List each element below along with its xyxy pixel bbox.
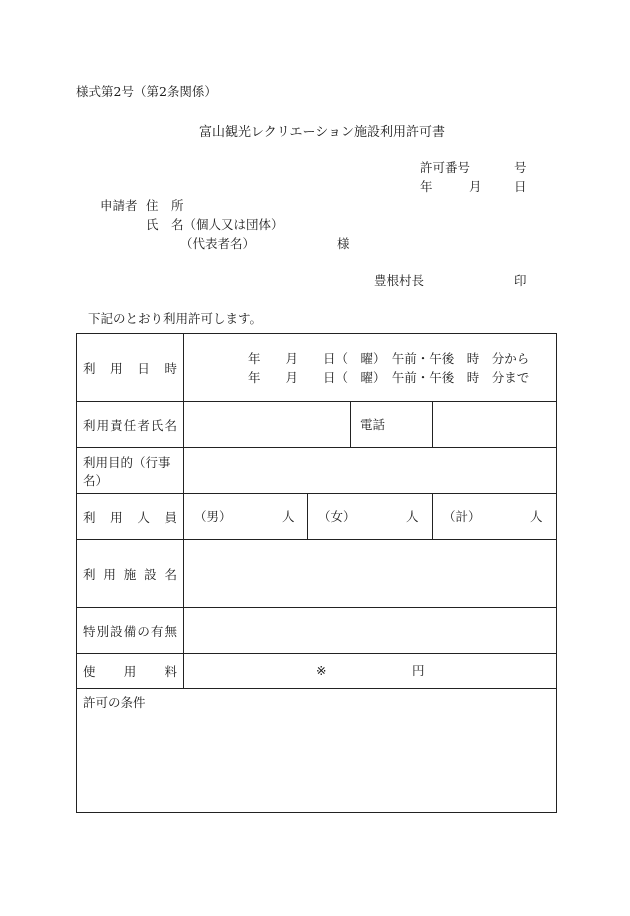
people-label: 利用人員: [77, 494, 184, 540]
mayor-label: 豊根村長: [374, 273, 425, 288]
row-conditions: [77, 689, 557, 813]
permit-number-label: 許可番号: [420, 160, 471, 175]
responsible-input[interactable]: [184, 402, 351, 448]
conditions-cell[interactable]: [77, 689, 557, 813]
date-month: 月: [469, 179, 482, 194]
responsible-label: 利用責任者氏名: [77, 402, 184, 448]
total-label: （計）: [443, 509, 481, 524]
representative-label: （代表者名）: [180, 236, 256, 251]
total-count-cell[interactable]: [433, 494, 557, 540]
facility-input[interactable]: [184, 540, 557, 608]
date-year: 年: [420, 179, 433, 194]
row-datetime: [77, 334, 557, 402]
row-fee: [77, 654, 557, 689]
datetime-label: 利用日時: [77, 334, 184, 402]
female-count-cell[interactable]: [308, 494, 433, 540]
row-responsible: [77, 402, 557, 448]
female-unit: 人: [406, 509, 419, 524]
seal-mark: 印: [514, 273, 527, 288]
permit-number-unit: 号: [514, 160, 527, 175]
sama-suffix: 様: [337, 236, 350, 251]
intro-text: 下記のとおり利用許可します。: [88, 311, 263, 326]
equipment-label: 特別設備の有無: [77, 608, 184, 654]
purpose-label: 利用目的（行事名）: [77, 448, 184, 494]
datetime-from: 年 月 日（ 曜） 午前・午後 時 分から: [248, 351, 530, 366]
conditions-label: 許可の条件: [83, 695, 146, 710]
address-label: 住 所: [146, 198, 184, 213]
datetime-to: 年 月 日（ 曜） 午前・午後 時 分まで: [248, 370, 530, 385]
form-number: 様式第2号（第2条関係）: [76, 84, 217, 99]
facility-label: 利用施設名: [77, 540, 184, 608]
row-equipment: [77, 608, 557, 654]
total-unit: 人: [530, 509, 543, 524]
equipment-input[interactable]: [184, 608, 557, 654]
phone-input[interactable]: [433, 402, 557, 448]
fee-mark: ※: [316, 663, 327, 678]
fee-label: 使用料: [77, 654, 184, 689]
applicant-label: 申請者: [100, 198, 138, 213]
male-label: （男）: [194, 509, 232, 524]
male-count-cell[interactable]: [184, 494, 308, 540]
date-day: 日: [514, 179, 527, 194]
male-unit: 人: [282, 509, 295, 524]
female-label: （女）: [318, 509, 356, 524]
datetime-cell[interactable]: [184, 334, 557, 402]
permit-form-table: [76, 333, 557, 813]
phone-label-cell: [351, 402, 433, 448]
phone-label: 電話: [360, 417, 386, 432]
fee-unit: 円: [412, 663, 425, 678]
row-purpose: [77, 448, 557, 494]
fee-cell[interactable]: [184, 654, 557, 689]
document-title: 富山観光レクリエーション施設利用許可書: [199, 125, 445, 140]
row-facility: [77, 540, 557, 608]
name-label: 氏 名（個人又は団体）: [146, 217, 284, 232]
row-people: [77, 494, 557, 540]
purpose-input[interactable]: [184, 448, 557, 494]
